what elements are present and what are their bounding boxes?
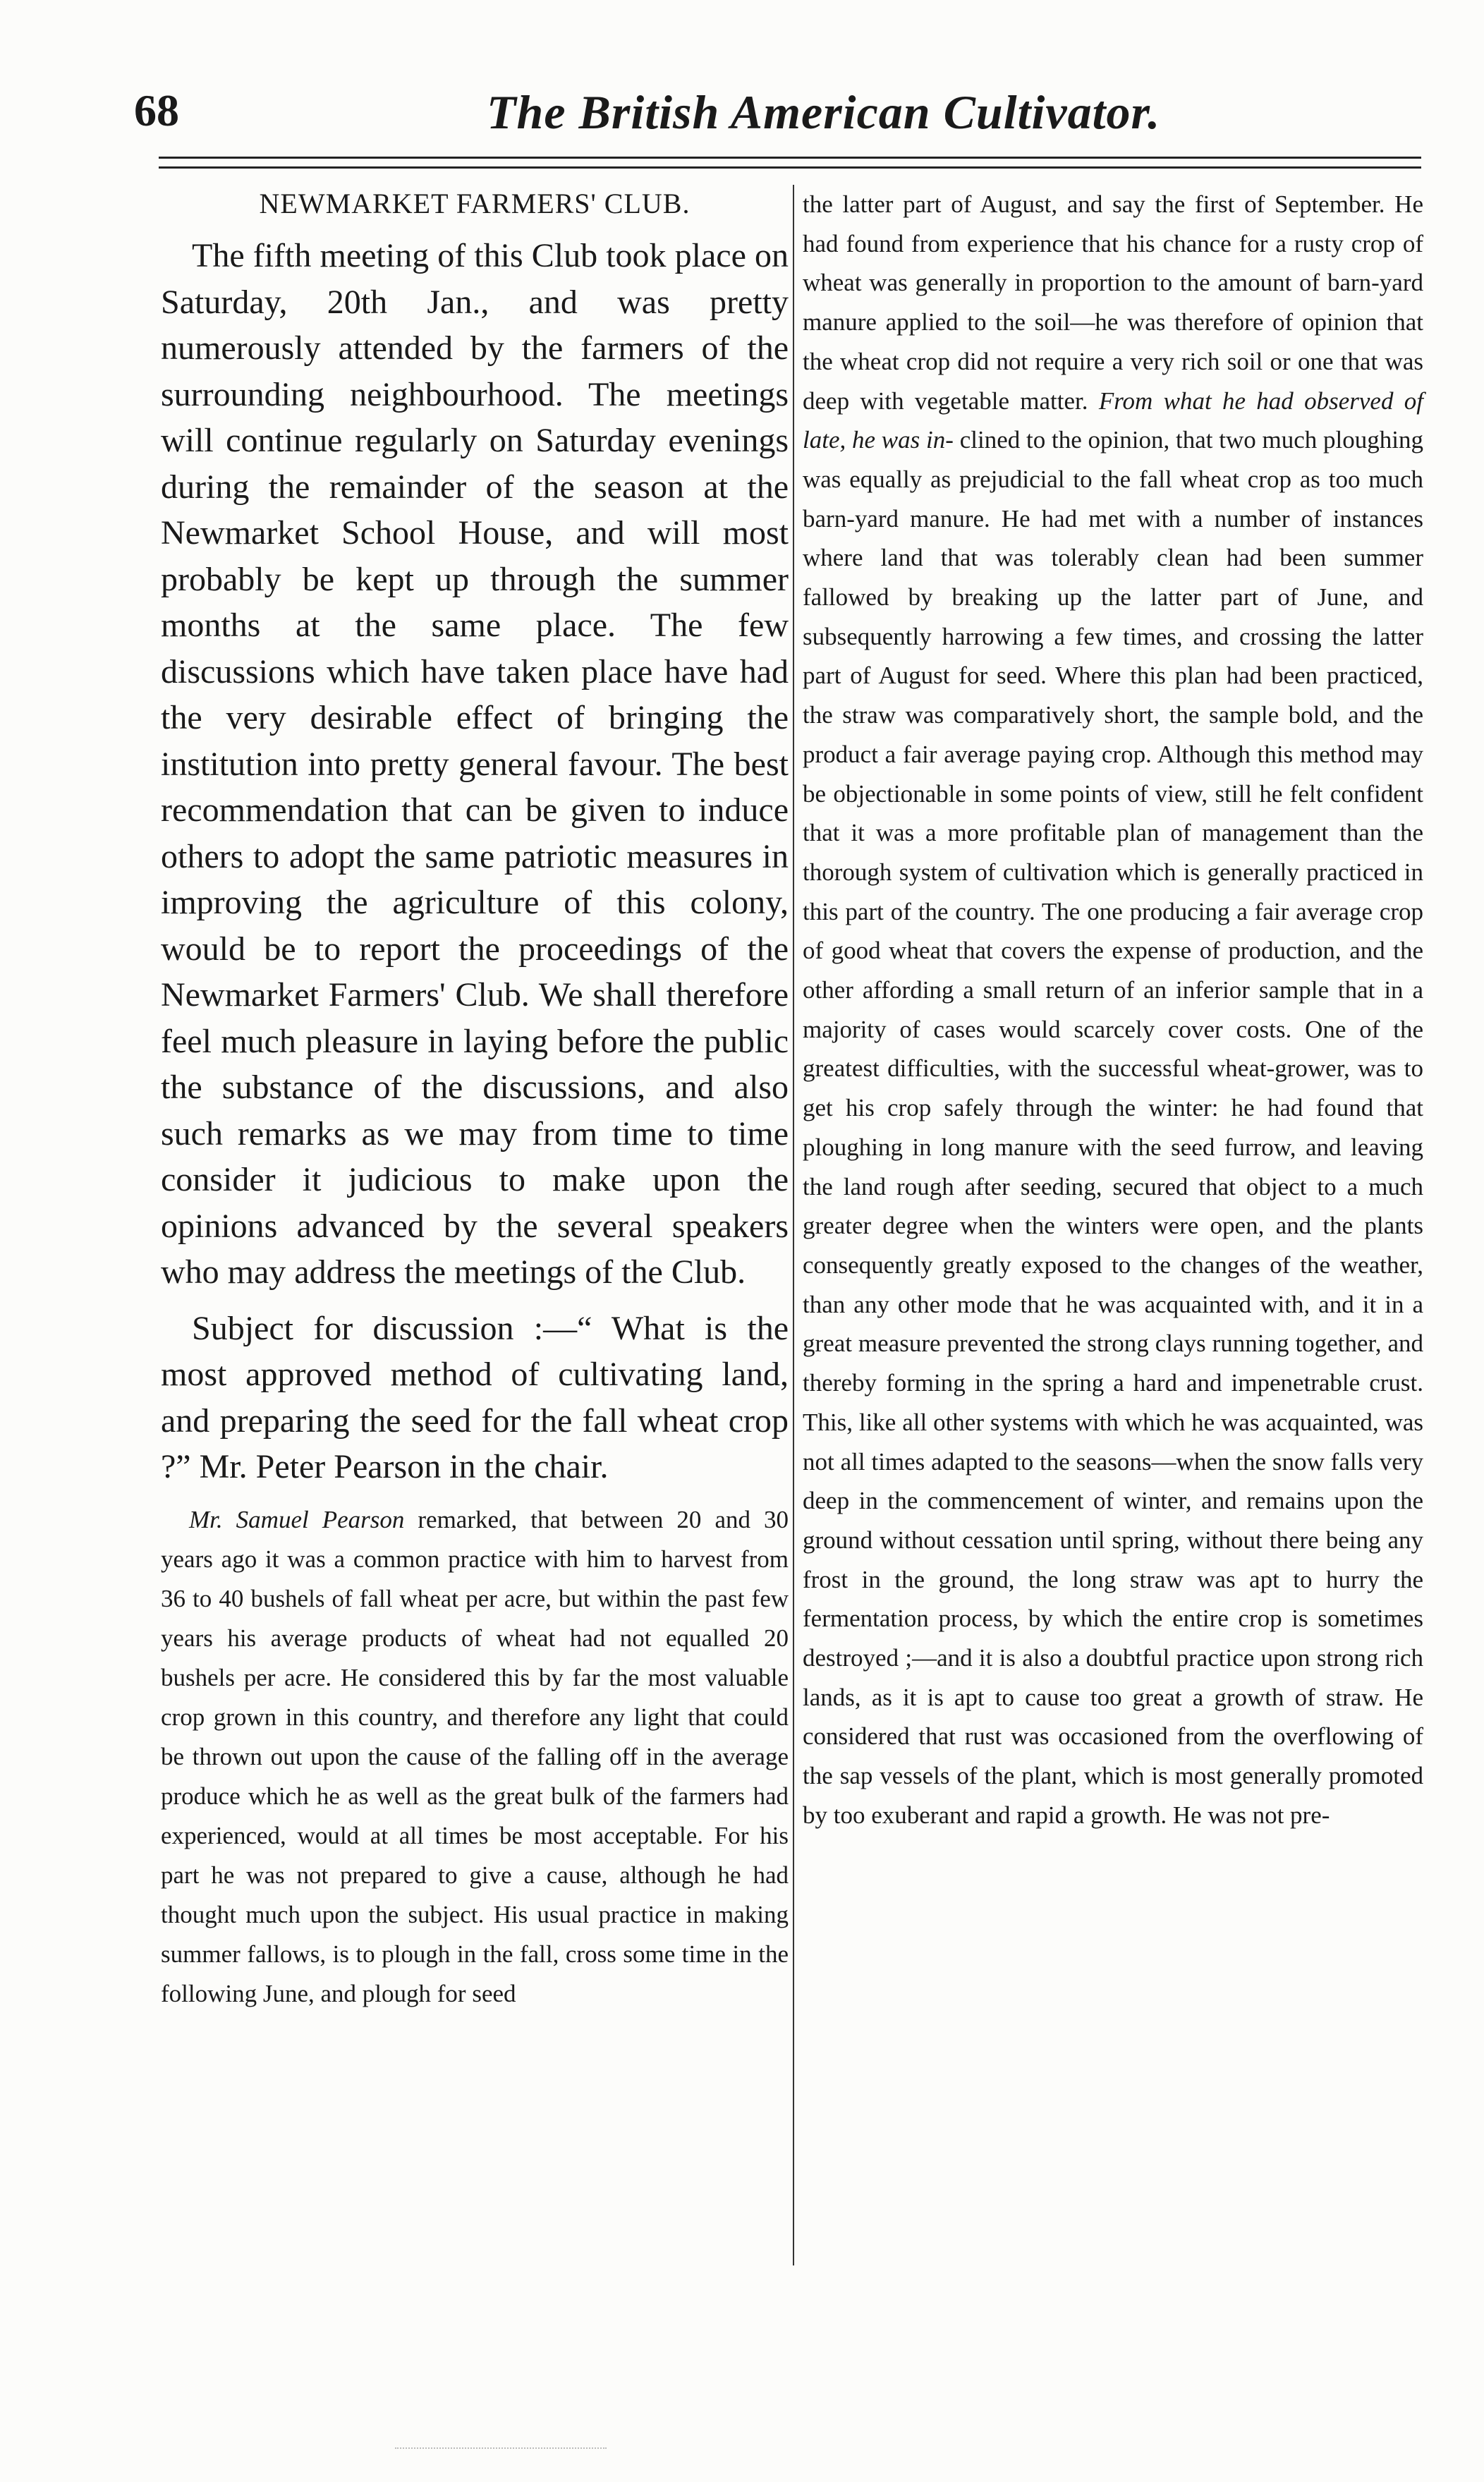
column-divider [793,185,794,2265]
left-column [161,185,789,2014]
right-column [803,185,1423,1835]
subject-paragraph: Subject for discussion :—“ What is the most approved method of cultivating land, and preparing the seed for the fall wheat crop ?” Mr. Peter Pearson in the chair. [161,1309,789,1485]
continued-text-start: the latter part of August, and say the first of September. He had found from experience that his chance for a rusty crop of wheat was generally in proportion to the amount of barn-yard manure applied to the soil—he was therefore of opinion that the wheat crop did not require a very rich soil or one that was deep with vegetable matter. [803,190,1423,415]
page-number: 68 [134,85,179,135]
intro-paragraph: The fifth meeting of this Club took place on Saturday, 20th Jan., and was pretty numerously attended by the farmers of the surrounding neighbourhood. The meetings will continue regularly on Saturday evenings during the remainder of the season at the Newmarket School House, and will most probably be kept up through the summer months at the same place. The few discussions which have taken place have had the very desirable effect of bringing the institution into pretty general favour. The best recommendation that can be given to induce others to adopt the same patriotic measures in improving the agriculture of this colony, would be to report the proceedings of the Newmarket Farmers' Club. We shall therefore feel much pleasure in laying before the public the substance of the discussions, and also such remarks as we may from time to time consider it judicious to make upon the opinions advanced by the several speakers who may address the meetings of the Club. [161,237,789,1291]
speaker-paragraph-text: remarked, that between 20 and 30 years ago it was a common practice with him to harvest from 36 to 40 bushels of fall wheat per acre, but within the past few years his average products of wheat had not equalled 20 bushels per acre. He considered this by far the most valuable crop grown in this country, and therefore any light that could be thrown out upon the cause of the falling off in the average produce which he as well as the great bulk of the farmers had experienced, would at all times be most acceptable. For his part he was not prepared to give a cause, although he had thought much upon the subject. His usual practice in making summer fallows, is to plough in the fall, cross some time in the following June, and plough for seed [161,1505,789,2007]
continued-text-italic: From what he had observed of late, he was in- [803,387,1423,454]
continued-paragraph [803,185,1423,1835]
running-title: The British American Cultivator. [487,85,1161,139]
speaker-name: Mr. Samuel Pearson [189,1505,405,1533]
header-rule [159,157,1421,159]
footer-mark [395,2447,607,2456]
page-header [134,85,1425,141]
speaker-paragraph [161,1500,789,2014]
continued-text-rest: clined to the opinion, that two much ploughing was equally as prejudicial to the fall wheat crop as too much barn-yard manure. He had met with a number of instances where land that was tolerably clean had been summer fallowed by breaking up the latter part of June, and subsequently harrowing a few times, and crossing the latter part of August for seed. Where this plan had been practiced, the straw was comparatively short, the sample bold, and the product a fair average paying crop. Although this method may be objectionable in some points of view, still he felt confident that it was a more profitable plan of management than the thorough system of cultivation which is generally practiced in this part of the country. The one producing a fair average crop of good wheat that covers the expense of production, and the other affording a small return of an inferior sample that in a majority of cases would scarcely cover costs. One of the greatest difficulties, with the successful wheat-grower, was to get his crop safely through the winter: he had found that ploughing in long manure with the seed furrow, and leaving the land rough after seeding, secured that object to a much greater degree when the winters were open, and the plants consequently greatly exposed to the changes of the weather, than any other mode that he was acquainted with, and it in a great measure prevented the strong clays running together, and thereby forming in the spring a hard and impenetrable crust. This, like all other systems with which he was acquainted, was not all times adapted to the seasons—when the snow falls very deep in the commencement of winter, and remains upon the ground without cessation until spring, without there being any frost in the ground, the long straw was apt to hurry the fermentation process, by which the entire crop is sometimes destroyed ;—and it is also a doubtful practice upon strong rich lands, as it is apt to cause too great a growth of straw. He considered that rust was occasioned from the overflowing of the sap vessels of the plant, which is most generally promoted by too exuberant and rapid a growth. He was not pre- [803,426,1423,1829]
header-rule-double [159,166,1421,169]
article-heading: NEWMARKET FARMERS' CLUB. [259,188,691,219]
